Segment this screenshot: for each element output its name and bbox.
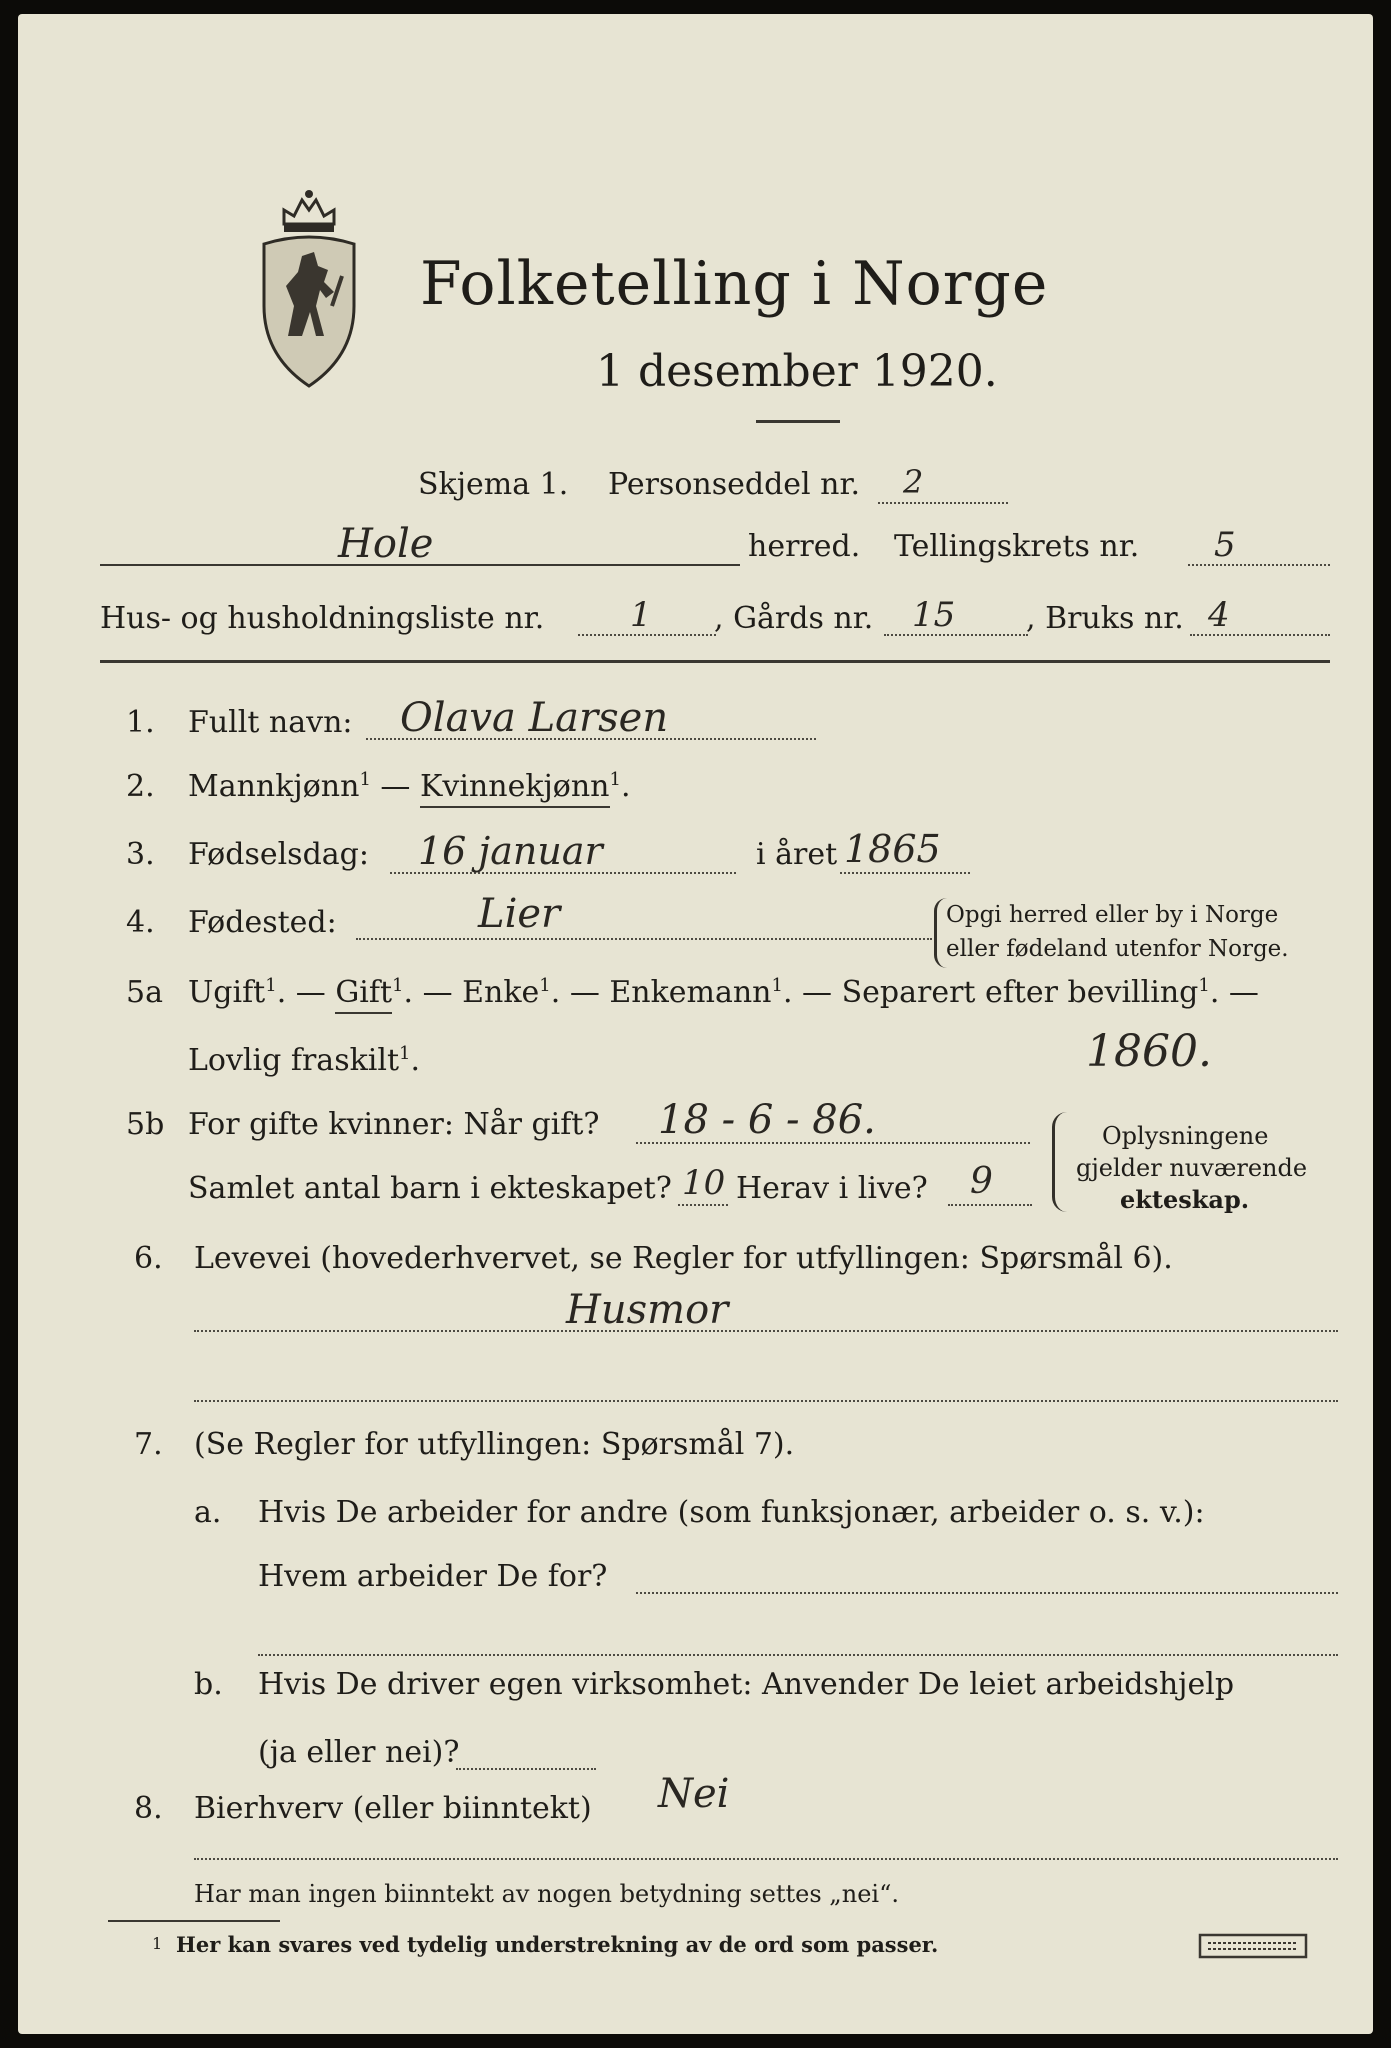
q5b-barn-value: 10 [682,1163,726,1203]
gards-line [884,634,1028,636]
q5b-live-line [948,1204,1032,1206]
q3-number: 3. [126,837,155,872]
option-gift-selected: Gift [335,975,392,1014]
q6-line2 [194,1400,1338,1402]
title-divider [756,420,840,423]
personseddel-line [878,502,1008,504]
q8-value: Nei [658,1771,730,1817]
gards-value: 15 [912,595,956,635]
q4-note-line1: Opgi herred eller by i Norge [946,902,1279,928]
footnote-marker: 1 [152,1934,163,1953]
q1-label: Fullt navn: [188,705,353,740]
census-form-page [18,14,1373,2034]
tellingskrets-value: 5 [1214,525,1236,565]
q5b-note-line1: Oplysningene [1102,1122,1269,1150]
q5b-marriage-date: 18 - 6 - 86. [658,1097,876,1143]
q3-birth-date: 16 januar [418,829,603,873]
q5a-number: 5a [126,975,163,1010]
q5b-number: 5b [126,1107,165,1142]
q5b-note-line3: ekteskap. [1120,1185,1250,1214]
q7b-question: (ja eller nei)? [258,1735,460,1770]
q5b-barn-label: Samlet antal barn i ekteskapet? [188,1171,672,1206]
bruks-value: 4 [1208,595,1230,635]
census-date: 1 desember 1920. [596,346,998,397]
husholdningsliste-value: 1 [630,595,652,635]
husholdningsliste-label: Hus- og husholdningsliste nr. [100,601,545,636]
q2-options: Mannkjønn$^1$ — Kvinnekjønn$^1$. [188,772,631,802]
q7a-letter: a. [194,1495,222,1530]
q6-occupation: Husmor [566,1287,729,1333]
personseddel-label: Personseddel nr. [608,467,861,502]
option-mannkjonn: Mannkjønn [188,769,360,804]
q4-birthplace: Lier [478,891,561,937]
q6-number: 6. [134,1241,163,1276]
q7-number: 7. [134,1427,163,1462]
q7a-answer-line1 [636,1592,1338,1594]
q1-number: 1. [126,705,155,740]
q3-label: Fødselsdag: [188,837,369,872]
q5a-margin-note: 1860. [1086,1026,1212,1077]
q5a-options: Ugift$^1$. — Gift$^1$. — Enke$^1$. — Enkemann$^1$. — Separert efter bevilling$^1$. — [188,978,1259,1008]
no-income-note: Har man ingen biinntekt av nogen betydning settes „nei“. [194,1880,899,1908]
option-ugift: Ugift [188,975,266,1010]
q5b-note-brace [1052,1112,1067,1212]
herred-value: Hole [338,521,434,567]
form-title: Folketelling i Norge [420,249,1049,319]
q5a-options-line2: Lovlig fraskilt$^1$. [188,1043,421,1078]
footnote-text: Her kan svares ved tydelig understrekning av de ord som passer. [176,1932,939,1957]
q8-answer-line [194,1858,1338,1860]
q4-number: 4. [126,905,155,940]
option-enkemann: Enkemann [609,975,772,1010]
q3-year-line [840,872,970,874]
q7a-question: Hvem arbeider De for? [258,1559,608,1594]
gards-label: , Gårds nr. [714,601,874,636]
q5b-barn-line [678,1204,728,1206]
option-lovlig-fraskilt: Lovlig fraskilt [188,1043,400,1078]
footnote-divider [108,1920,280,1922]
q5b-note-line2: gjelder nuværende [1076,1154,1308,1182]
option-separert: Separert efter bevilling [841,975,1199,1010]
option-enke: Enke [462,975,540,1010]
herred-label: herred. [748,529,861,564]
q6-label: Levevei (hovederhvervet, se Regler for utfyllingen: Spørsmål 6). [194,1241,1173,1276]
q6-line1 [194,1330,1338,1332]
q5b-label: For gifte kvinner: Når gift? [188,1107,600,1142]
q5b-live-label: Herav i live? [736,1171,928,1206]
skjema-label: Skjema 1. [418,467,569,502]
q7b-letter: b. [194,1667,223,1702]
q4-line [356,938,932,940]
header-divider [100,660,1330,663]
q3-year-label: i året [756,837,838,872]
personseddel-value: 2 [903,463,924,501]
q4-label: Fødested: [188,905,337,940]
q1-full-name: Olava Larsen [400,695,669,741]
q5b-live-value: 9 [970,1161,993,1202]
tellingskrets-line [1188,564,1330,566]
q7-label: (Se Regler for utfyllingen: Spørsmål 7). [194,1427,795,1462]
q7b-text: Hvis De driver egen virksomhet: Anvender De leiet arbeidshjelp [258,1667,1235,1702]
option-kvinnekjonn-selected: Kvinnekjønn [420,769,610,808]
q4-note-line2: eller fødeland utenfor Norge. [946,936,1289,962]
q8-number: 8. [134,1791,163,1826]
q7a-text: Hvis De arbeider for andre (som funksjonær, arbeider o. s. v.): [258,1495,1205,1530]
q3-birth-year: 1865 [844,827,941,871]
q7a-answer-line2 [258,1654,1338,1656]
q8-label: Bierhverv (eller biinntekt) [194,1791,592,1826]
bruks-label: , Bruks nr. [1026,601,1184,636]
q2-number: 2. [126,769,155,804]
tellingskrets-label: Tellingskrets nr. [894,529,1140,564]
printer-mark-icon [1198,1932,1310,1962]
norwegian-coat-of-arms-icon [254,186,364,396]
q7b-answer-line [456,1768,596,1770]
